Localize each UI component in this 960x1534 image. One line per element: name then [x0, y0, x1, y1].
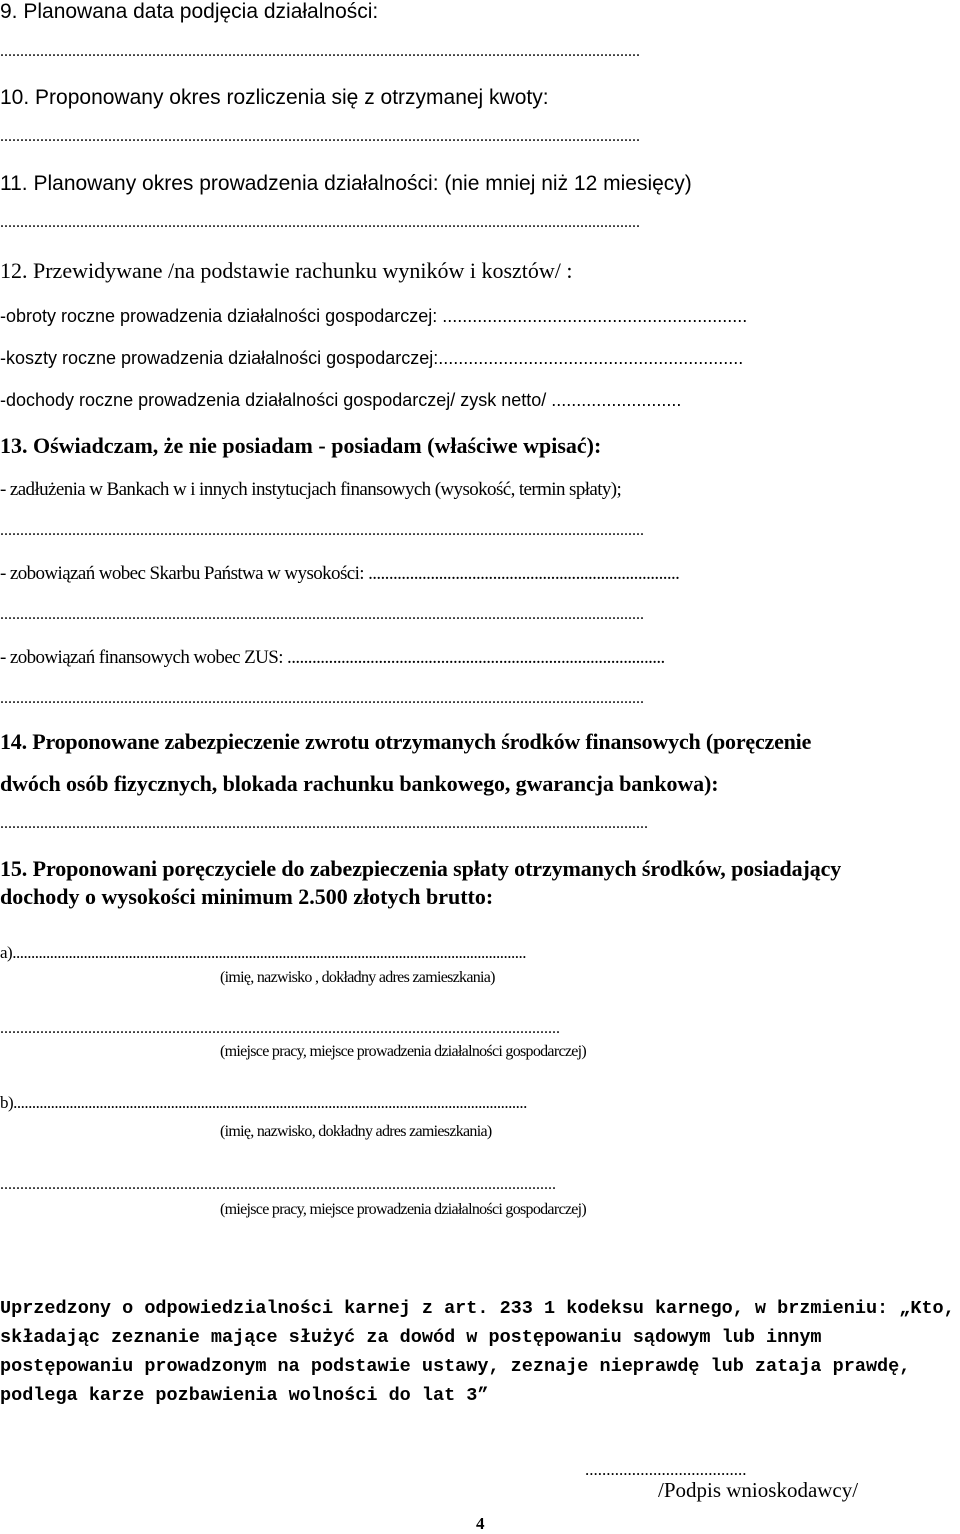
item-11-heading: 11. Planowany okres prowadzenia działalności: (nie mniej niż 12 miesięcy)	[0, 172, 692, 195]
item-13-fill-line-2: .................................................................................................................................................................	[0, 606, 644, 623]
item-13-fill-line-3: .................................................................................................................................................................	[0, 690, 644, 707]
item-12-heading: 12. Przewidywane /na podstawie rachunku wyników i kosztów/ :	[0, 258, 573, 283]
guarantor-a-name-hint: (imię, nazwisko , dokładny adres zamieszkania)	[220, 969, 495, 986]
guarantor-b-work-line: ...........................................................................................................................................	[0, 1176, 556, 1193]
item-10-fill-line: ................................................................................................................................................................	[0, 128, 640, 145]
item-15-heading-line-2: dochody o wysokości minimum 2.500 złotych brutto:	[0, 884, 494, 909]
guarantor-b-name-hint: (imię, nazwisko, dokładny adres zamieszkania)	[220, 1123, 492, 1140]
item-14-fill-line: ..................................................................................................................................................................	[0, 815, 648, 832]
item-14-heading-line-2: dwóch osób fizycznych, blokada rachunku bankowego, gwarancja bankowa):	[0, 771, 719, 796]
item-12-koszty-line: -koszty roczne prowadzenia działalności gospodarczej:.............................................................	[0, 348, 744, 368]
item-13-heading: 13. Oświadczam, że nie posiadam - posiadam (właściwe wpisać):	[0, 433, 602, 458]
item-9-heading: 9. Planowana data podjęcia działalności:	[0, 0, 379, 23]
guarantor-b-work-hint: (miejsce pracy, miejsce prowadzenia działalności gospodarczej)	[220, 1201, 587, 1218]
page-number: 4	[476, 1514, 485, 1533]
guarantor-a-work-line: ............................................................................................................................................	[0, 1020, 560, 1037]
item-11-fill-line: ................................................................................................................................................................	[0, 214, 640, 231]
item-13-fill-line-1: .................................................................................................................................................................	[0, 522, 644, 539]
item-13-skarb-line: - zobowiązań wobec Skarbu Państwa w wysokości: ...........................................................................	[0, 563, 680, 584]
guarantor-a-line: a).........................................................................................................................................	[0, 943, 526, 962]
item-15-heading-line-1: 15. Proponowani poręczyciele do zabezpieczenia spłaty otrzymanych środków, posiadający	[0, 856, 842, 881]
item-14-heading-line-1: 14. Proponowane zabezpieczenie zwrotu otrzymanych środków finansowych (poręczenie	[0, 729, 812, 754]
item-13-zus-line: - zobowiązań finansowych wobec ZUS: ...........................................................................................	[0, 647, 665, 668]
item-13-zadluzenia-line: - zadłużenia w Bankach w i innych instytucjach finansowych (wysokość, termin spłaty);	[0, 479, 622, 500]
signature-label: /Podpis wnioskodawcy/	[658, 1478, 859, 1502]
item-12-dochody-line: -dochody roczne prowadzenia działalności gospodarczej/ zysk netto/ ..........................	[0, 390, 682, 410]
signature-dots: ......................................	[585, 1460, 747, 1479]
item-10-heading: 10. Proponowany okres rozliczenia się z otrzymanej kwoty:	[0, 86, 549, 109]
guarantor-a-work-hint: (miejsce pracy, miejsce prowadzenia działalności gospodarczej)	[220, 1043, 587, 1060]
perjury-warning: Uprzedzony o odpowiedzialności karnej z art. 233 1 kodeksu karnego, w brzmieniu: „Kto, składając zeznanie mające służyć za dowód w postępowaniu sądowym lub innym postępowaniu prowadzonym na podstawie ustawy, zeznaje nieprawdę lub zataja prawdę, podlega karze pozbawienia wolności do lat 3”	[0, 1298, 955, 1406]
item-9-fill-line: ................................................................................................................................................................	[0, 43, 640, 60]
guarantor-b-line: b).........................................................................................................................................	[0, 1093, 527, 1112]
item-12-obroty-line: -obroty roczne prowadzenia działalności gospodarczej: .............................................................	[0, 306, 748, 326]
